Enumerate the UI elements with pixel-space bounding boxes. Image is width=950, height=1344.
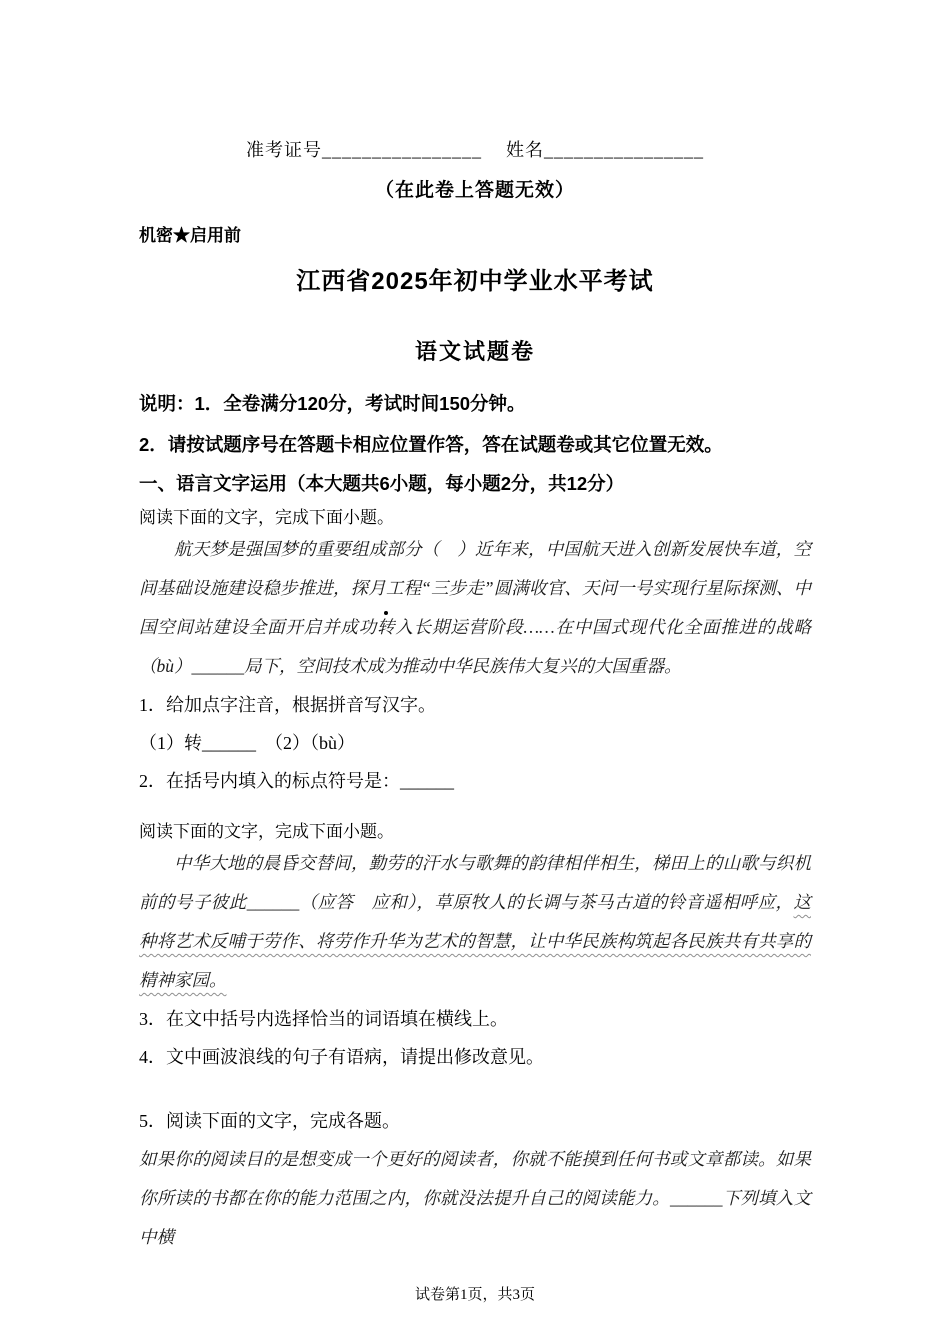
question-1: 1．给加点字注音，根据拼音写汉字。 xyxy=(139,695,436,715)
exam-title: 江西省2025年初中学业水平考试 xyxy=(296,268,654,295)
question-4: 4．文中画波浪线的句子有语病，请提出修改意见。 xyxy=(139,1047,544,1067)
reading1-dotted-char: 转 xyxy=(377,617,396,637)
reading1-passage xyxy=(139,530,811,686)
question-2: 2．在括号内填入的标点符号是：______ xyxy=(139,771,454,791)
exam-paper-page xyxy=(139,139,811,1257)
question-1-items: （1）转______ （2）（bù） xyxy=(139,733,355,753)
section-one-heading: 一、语言文字运用（本大题共6小题，每小题2分，共12分） xyxy=(139,473,625,494)
exam-subtitle: 语文试题卷 xyxy=(414,339,535,364)
name-blank: ________________ xyxy=(544,140,704,160)
question-3: 3．在文中括号内选择恰当的词语填在横线上。 xyxy=(139,1009,508,1029)
question-5-passage: 如果你的阅读目的是想变成一个更好的阅读者，你就不能摸到任何书或文章都读。如果你所读的书都在你的能力范围之内，你就没法提升自己的阅读能力。______下列填入文中横 xyxy=(139,1149,811,1247)
reading1-text-after-dot: 入长期运营阶段……在中国式现代化全面推进的战略（bù）______局下，空间技术成为推动中华民族伟大复兴的大国重器。 xyxy=(139,617,812,676)
reading1-intro: 阅读下面的文字，完成下面小题。 xyxy=(139,508,394,527)
name-label: 姓名 xyxy=(506,140,544,160)
invalid-answer-notice: （在此卷上答题无效） xyxy=(374,180,575,201)
reading2-intro: 阅读下面的文字，完成下面小题。 xyxy=(139,822,394,841)
reading2-text-plain: 中华大地的晨昏交替间，勤劳的汗水与歌舞的韵律相伴相生，梯田上的山歌与织机前的号子彼此______（应答 应和），草原牧人的长调与茶马古道的铃音遥相呼应， xyxy=(139,853,811,912)
page-footer: 试卷第1页，共3页 xyxy=(414,1287,535,1303)
candidate-info-row xyxy=(139,139,811,161)
candidate-no-blank: ________________ xyxy=(322,140,482,160)
reading2-passage xyxy=(139,844,811,1000)
question-5: 5．阅读下面的文字，完成各题。 xyxy=(139,1111,400,1131)
reading2-wavy-underlined-text: 这种将艺术反哺于劳作、将劳作升华为艺术的智慧，让中华民族构筑起各民族共有共享的精神家园。 xyxy=(139,892,811,990)
candidate-no-label: 准考证号 xyxy=(246,140,322,160)
reading1-text-before-dot: 航天梦是强国梦的重要组成部分（ ）近年来，中国航天进入创新发展快车道，空间基础设施建设稳步推进，探月工程“三步走”圆满收官、天问一号实现行星际探测、中国空间站建设全面开启并成功 xyxy=(139,539,811,637)
instruction-line-2: 2．请按试题序号在答题卡相应位置作答，答在试题卷或其它位置无效。 xyxy=(139,434,723,455)
instruction-line-1: 说明：1．全卷满分120分，考试时间150分钟。 xyxy=(139,393,526,414)
secrecy-label: 机密★启用前 xyxy=(139,226,241,245)
